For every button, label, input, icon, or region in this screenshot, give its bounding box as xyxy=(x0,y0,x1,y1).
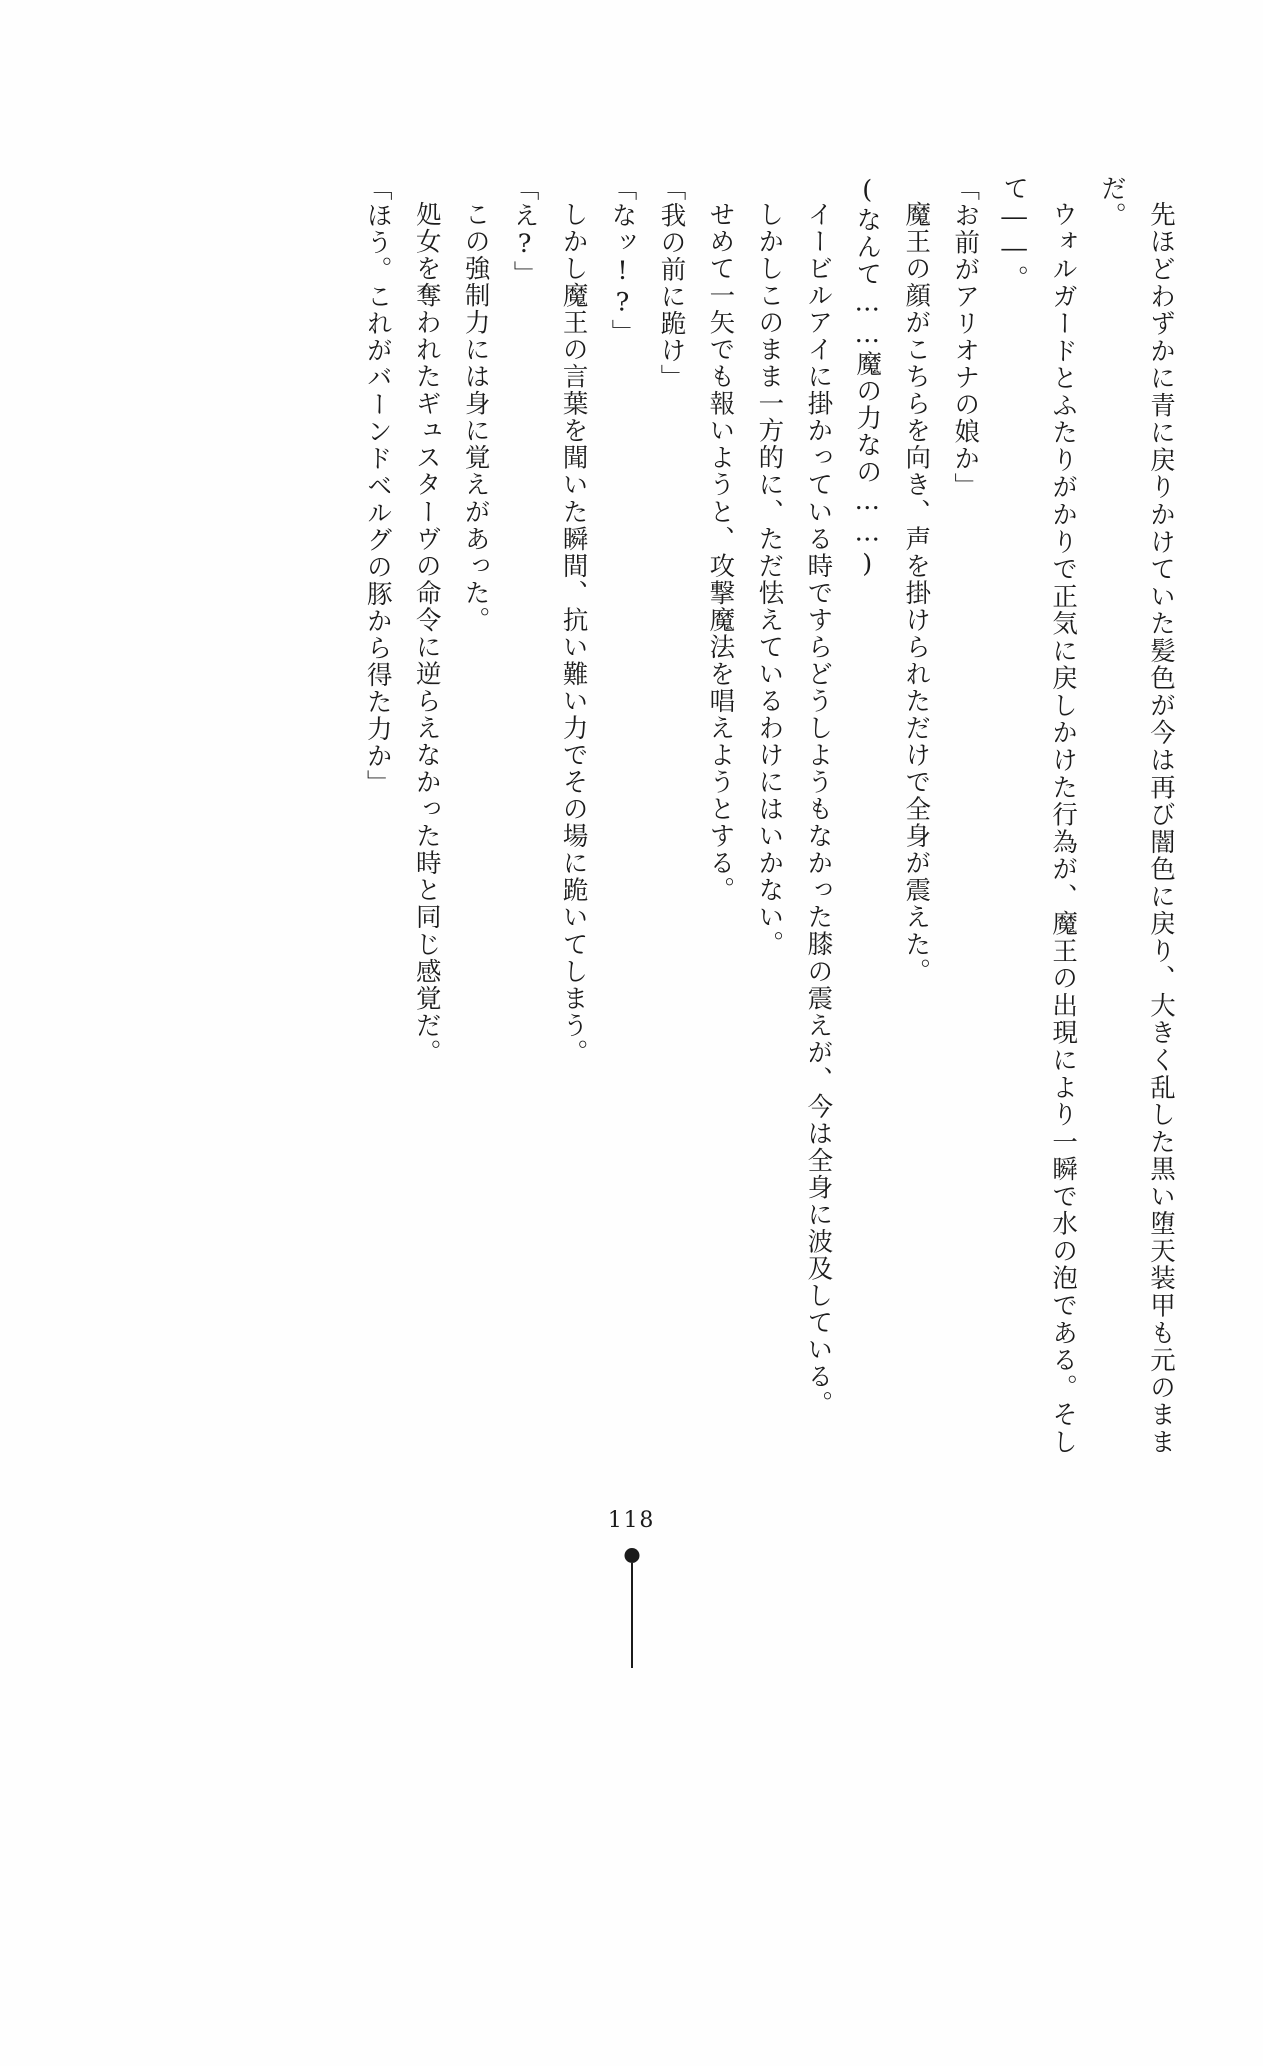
paragraph: ウォルガードとふたりがかりで正気に戻しかけた行為が、魔王の出現により一瞬で水の泡である。そして――。 xyxy=(999,175,1079,1455)
paragraph: しかし魔王の言葉を聞いた瞬間、抗い難い力でその場に跪いてしまう。 xyxy=(558,200,589,1066)
paragraph: せめて一矢でも報いようと、攻撃魔法を唱えようとする。 xyxy=(705,200,736,904)
page-ornament xyxy=(622,1548,642,1668)
paragraph-thought: (なんて……魔の力なの……) xyxy=(852,175,883,581)
body-text xyxy=(362,175,1185,1455)
paragraph: 処女を奪われたギュスターヴの命令に逆らえなかった時と同じ感覚だ。 xyxy=(411,200,442,1066)
paragraph-dialogue: 「お前がアリオナの娘か」 xyxy=(950,175,981,500)
paragraph-dialogue: 「え?」 xyxy=(509,175,540,288)
paragraph: この強制力には身に覚えがあった。 xyxy=(460,200,491,633)
paragraph-dialogue: 「なッ!?」 xyxy=(607,175,638,347)
ornament-line-icon xyxy=(631,1563,633,1668)
paragraph-dialogue: 「我の前に跪け」 xyxy=(656,175,687,392)
paragraph: しかしこのまま一方的に、ただ怯えているわけにはいかない。 xyxy=(754,200,785,958)
paragraph-dialogue: 「ほう。これがバーンドベルグの豚から得た力か」 xyxy=(362,175,393,797)
ornament-dot-icon xyxy=(624,1548,639,1563)
paragraph: 魔王の顔がこちらを向き、声を掛けられただけで全身が震えた。 xyxy=(901,200,932,985)
page-number: 118 xyxy=(607,1508,656,1533)
paragraph: イービルアイに掛かっている時ですらどうしようもなかった膝の震えが、今は全身に波及している。 xyxy=(803,200,834,1417)
paragraph: 先ほどわずかに青に戻りかけていた髪色が今は再び闇色に戻り、大きく乱した黒い堕天装甲も元のままだ。 xyxy=(1097,175,1176,1455)
